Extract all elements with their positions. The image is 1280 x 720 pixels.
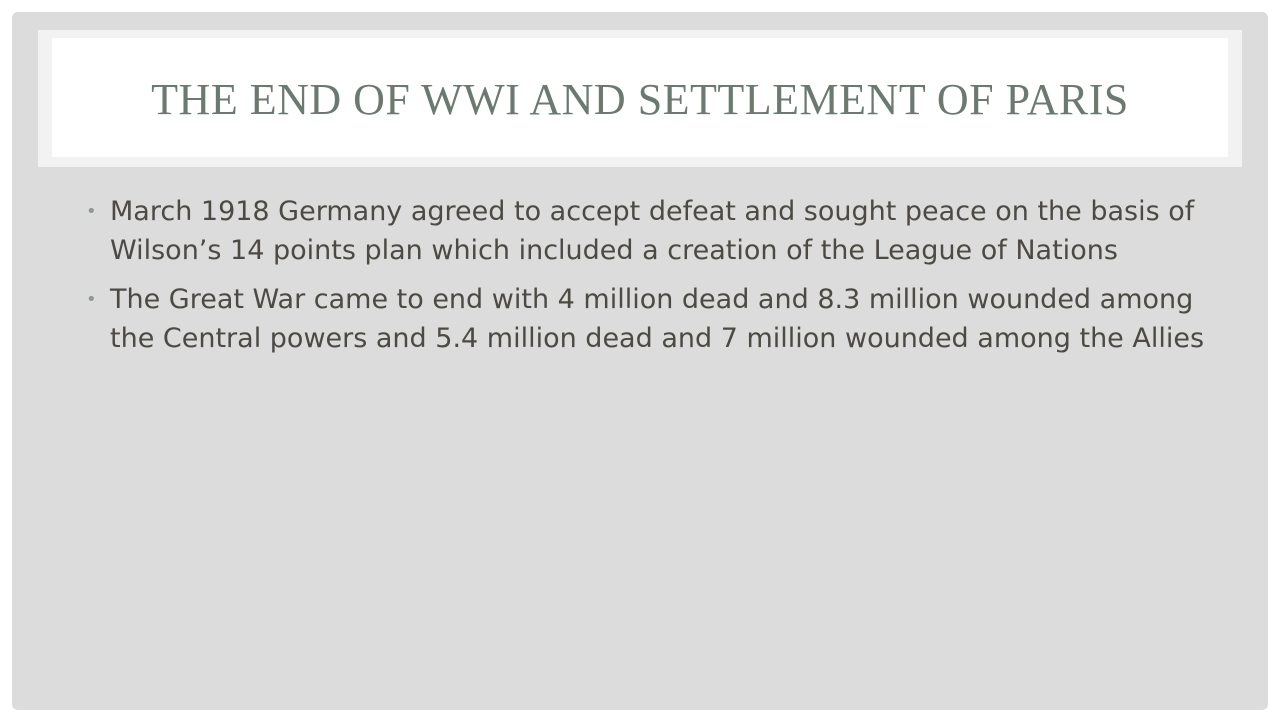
slide-title: THE END OF WWI AND SETTLEMENT OF PARIS	[151, 75, 1129, 124]
bullet-marker-icon: •	[86, 289, 97, 310]
bullet-text: The Great War came to end with 4 million dead and 8.3 million wounded among the Central powers and 5.4 million dead and 7 million wounded among the Allies	[110, 284, 1205, 354]
title-box	[52, 38, 1228, 157]
slide	[12, 12, 1268, 710]
bullet-item	[82, 192, 1212, 270]
bullet-text: March 1918 Germany agreed to accept defeat and sought peace on the basis of Wilson’s 14 points plan which included a creation of the League of Nations	[110, 196, 1195, 266]
bullet-list	[82, 192, 1212, 368]
bullet-item	[82, 280, 1212, 358]
bullet-marker-icon: •	[86, 201, 97, 222]
title-frame	[38, 30, 1242, 167]
